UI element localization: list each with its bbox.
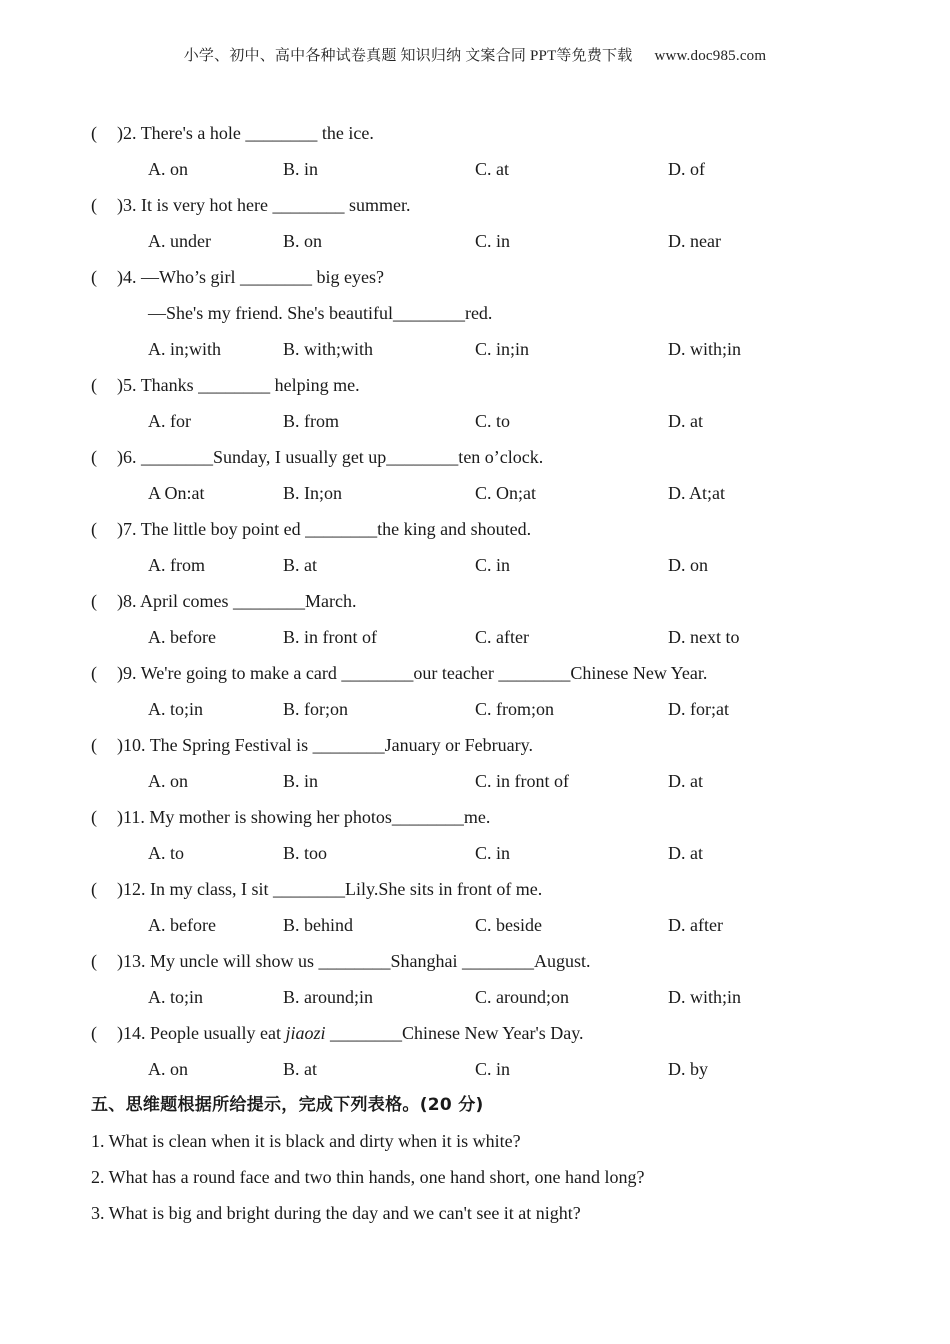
- option-a[interactable]: A. from: [148, 555, 205, 575]
- question-13: ( )13. My uncle will show us ________Shanghai ________August.: [91, 946, 931, 982]
- worksheet-content: [91, 118, 931, 1234]
- option-d[interactable]: D. by: [668, 1059, 708, 1079]
- option-d[interactable]: D. near: [668, 231, 721, 251]
- question-text: —Who’s girl ________ big eyes?: [141, 267, 384, 287]
- option-a[interactable]: A. on: [148, 1059, 188, 1079]
- question-text: People usually eat: [150, 1023, 286, 1043]
- question-12: ( )12. In my class, I sit ________Lily.She sits in front of me.: [91, 874, 931, 910]
- question-14: ( )14. People usually eat jiaozi ________Chinese New Year's Day.: [91, 1018, 931, 1054]
- question-number: 14: [123, 1023, 141, 1043]
- question-text: My uncle will show us ________Shanghai ________August.: [150, 951, 591, 971]
- answer-bracket[interactable]: (: [91, 663, 97, 683]
- option-a[interactable]: A. to: [148, 843, 184, 863]
- option-b[interactable]: B. with;with: [283, 339, 374, 359]
- option-c[interactable]: C. beside: [475, 915, 542, 935]
- option-d[interactable]: D. with;in: [668, 339, 742, 359]
- option-c[interactable]: C. On;at: [475, 483, 536, 503]
- option-d[interactable]: D. on: [668, 555, 708, 575]
- option-a[interactable]: A. before: [148, 915, 216, 935]
- option-a[interactable]: A. before: [148, 627, 216, 647]
- question-14-options: [91, 1054, 931, 1090]
- option-d[interactable]: D. at: [668, 411, 703, 431]
- question-list: [91, 118, 931, 1090]
- option-a[interactable]: A. under: [148, 231, 211, 251]
- answer-bracket[interactable]: (: [91, 879, 97, 899]
- option-b[interactable]: B. from: [283, 411, 339, 431]
- question-text: Thanks ________ helping me.: [140, 375, 360, 395]
- answer-bracket[interactable]: (: [91, 267, 97, 287]
- question-number: 7: [123, 519, 132, 539]
- option-c[interactable]: C. in: [475, 231, 511, 251]
- option-c[interactable]: C. in: [475, 843, 511, 863]
- answer-bracket[interactable]: (: [91, 735, 97, 755]
- question-12-options: [91, 910, 931, 946]
- option-b[interactable]: B. at: [283, 555, 317, 575]
- question-6-options: [91, 478, 931, 514]
- question-number: 13: [123, 951, 141, 971]
- question-11: ( )11. My mother is showing her photos________me.: [91, 802, 931, 838]
- option-a[interactable]: A. to;in: [148, 987, 204, 1007]
- option-b[interactable]: B. at: [283, 1059, 317, 1079]
- question-text: It is very hot here ________ summer.: [141, 195, 411, 215]
- header-url: www.doc985.com: [654, 48, 767, 64]
- question-5: ( )5. Thanks ________ helping me.: [91, 370, 931, 406]
- question-6: ( )6. ________Sunday, I usually get up________ten o’clock.: [91, 442, 931, 478]
- question-7: ( )7. The little boy point ed ________the king and shouted.: [91, 514, 931, 550]
- italic-term: jiaozi: [285, 1023, 326, 1043]
- question-4-options: [91, 334, 931, 370]
- option-d[interactable]: D. at: [668, 771, 703, 791]
- riddle-2: 2. What has a round face and two thin hands, one hand short, one hand long?: [91, 1167, 645, 1187]
- question-text: We're going to make a card ________our teacher ________Chinese New Year.: [140, 663, 708, 683]
- option-b[interactable]: B. around;in: [283, 987, 373, 1007]
- option-d[interactable]: D. after: [668, 915, 723, 935]
- question-4: ( )4. —Who’s girl ________ big eyes?: [91, 262, 931, 298]
- question-8-options: [91, 622, 931, 658]
- answer-bracket[interactable]: (: [91, 447, 97, 467]
- question-number: 4: [123, 267, 132, 287]
- option-b[interactable]: B. on: [283, 231, 323, 251]
- option-d[interactable]: D. for;at: [668, 699, 729, 719]
- section-5-score: (20 分): [419, 1095, 484, 1115]
- question-text: In my class, I sit ________Lily.She sits in front of me.: [150, 879, 543, 899]
- option-c[interactable]: C. from;on: [475, 699, 554, 719]
- question-10-options: [91, 766, 931, 802]
- option-d[interactable]: D. next to: [668, 627, 740, 647]
- option-b[interactable]: B. in front of: [283, 627, 377, 647]
- question-number: 6: [123, 447, 132, 467]
- answer-bracket[interactable]: (: [91, 591, 97, 611]
- question-number: 12: [123, 879, 141, 899]
- question-3: ( )3. It is very hot here ________ summer.: [91, 190, 931, 226]
- page-header: [0, 44, 950, 65]
- option-b[interactable]: B. In;on: [283, 483, 343, 503]
- question-number: 9: [123, 663, 132, 683]
- option-a[interactable]: A. on: [148, 159, 188, 179]
- question-7-options: [91, 550, 931, 586]
- option-c[interactable]: C. in: [475, 1059, 511, 1079]
- question-text: April comes ________March.: [140, 591, 357, 611]
- question-9: ( )9. We're going to make a card ________our teacher ________Chinese New Year.: [91, 658, 931, 694]
- question-text: ________Sunday, I usually get up________ten o’clock.: [141, 447, 544, 467]
- riddle-3: 3. What is big and bright during the day and we can't see it at night?: [91, 1203, 581, 1223]
- question-8: ( )8. April comes ________March.: [91, 586, 931, 622]
- question-number: 5: [123, 375, 132, 395]
- question-text: The Spring Festival is ________January or February.: [149, 735, 533, 755]
- answer-bracket[interactable]: (: [91, 519, 97, 539]
- answer-bracket[interactable]: (: [91, 807, 97, 827]
- answer-bracket[interactable]: (: [91, 951, 97, 971]
- option-d[interactable]: D. At;at: [668, 483, 725, 503]
- answer-bracket[interactable]: (: [91, 1023, 97, 1043]
- option-c[interactable]: C. in front of: [475, 771, 569, 791]
- option-c[interactable]: C. after: [475, 627, 529, 647]
- question-2-options: [91, 154, 931, 190]
- option-a[interactable]: A On:at: [148, 483, 205, 503]
- question-number: 3: [123, 195, 132, 215]
- option-c[interactable]: C. at: [475, 159, 509, 179]
- option-b[interactable]: B. for;on: [283, 699, 348, 719]
- answer-bracket[interactable]: (: [91, 123, 97, 143]
- question-number: 8: [123, 591, 132, 611]
- section-5-heading: 五、思维题根据所给提示，完成下列表格。: [91, 1095, 420, 1115]
- option-b[interactable]: B. behind: [283, 915, 353, 935]
- option-d[interactable]: D. at: [668, 843, 703, 863]
- question-3-options: [91, 226, 931, 262]
- answer-bracket[interactable]: (: [91, 375, 97, 395]
- riddle-1: 1. What is clean when it is black and dirty when it is white?: [91, 1131, 521, 1151]
- option-c[interactable]: C. in;in: [475, 339, 530, 359]
- question-11-options: [91, 838, 931, 874]
- option-c[interactable]: C. to: [475, 411, 511, 431]
- option-a[interactable]: A. on: [148, 771, 188, 791]
- option-a[interactable]: A. to;in: [148, 699, 204, 719]
- question-9-options: [91, 694, 931, 730]
- question-2: ( )2. There's a hole ________ the ice.: [91, 118, 931, 154]
- question-5-options: [91, 406, 931, 442]
- question-number: 2: [123, 123, 132, 143]
- question-text: ________Chinese New Year's Day.: [325, 1023, 584, 1043]
- option-d[interactable]: D. of: [668, 159, 705, 179]
- question-number: 10: [123, 735, 141, 755]
- option-b[interactable]: B. too: [283, 843, 328, 863]
- answer-bracket[interactable]: (: [91, 195, 97, 215]
- question-10: ( )10. The Spring Festival is ________January or February.: [91, 730, 931, 766]
- option-b[interactable]: B. in: [283, 771, 319, 791]
- option-d[interactable]: D. with;in: [668, 987, 742, 1007]
- question-text: My mother is showing her photos________me.: [149, 807, 491, 827]
- option-a[interactable]: A. for: [148, 411, 191, 431]
- option-c[interactable]: C. around;on: [475, 987, 569, 1007]
- question-4-response-line: —She's my friend. She's beautiful________red.: [148, 303, 493, 323]
- question-text: The little boy point ed ________the king and shouted.: [140, 519, 532, 539]
- option-c[interactable]: C. in: [475, 555, 511, 575]
- option-a[interactable]: A. in;with: [148, 339, 222, 359]
- question-13-options: [91, 982, 931, 1018]
- section-5-title: [91, 1090, 931, 1126]
- question-number: 11: [123, 807, 141, 827]
- header-text: 小学、初中、高中各种试卷真题 知识归纳 文案合同 PPT等免费下载: [183, 48, 633, 64]
- option-b[interactable]: B. in: [283, 159, 319, 179]
- riddle-list: [91, 1126, 931, 1234]
- question-text: There's a hole ________ the ice.: [140, 123, 374, 143]
